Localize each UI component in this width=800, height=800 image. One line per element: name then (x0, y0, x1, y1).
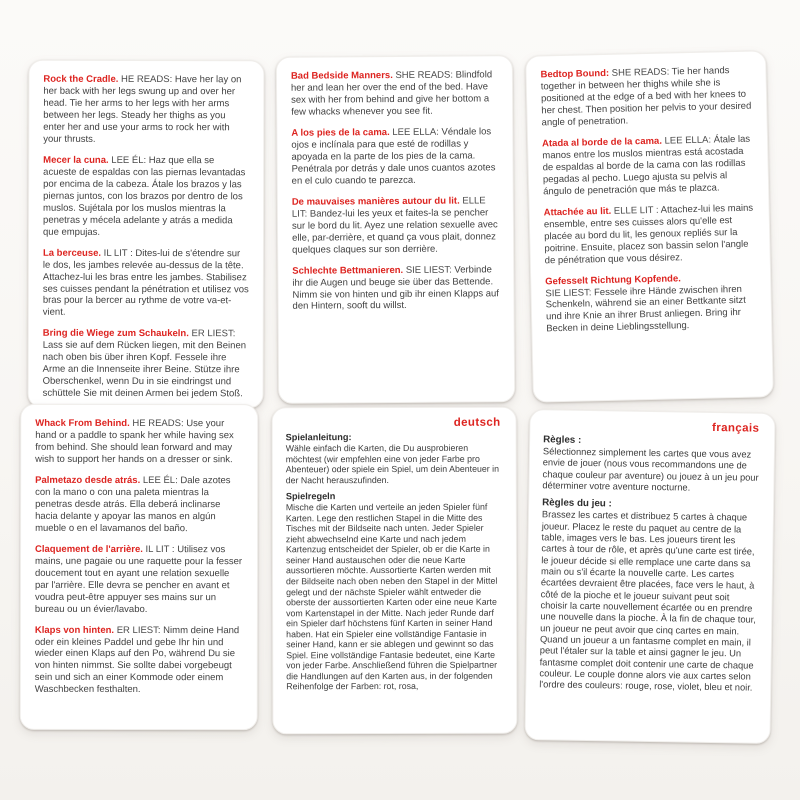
card-section (35, 624, 243, 696)
card-title: Mecer la cuna. (43, 154, 109, 166)
rules-heading: Règles : (543, 434, 582, 446)
card-title: A los pies de la cama. (291, 126, 390, 139)
card-section (292, 264, 499, 313)
reader-label: ELLE LIT: (291, 195, 486, 220)
card-section (291, 126, 498, 187)
card-text: Tie her hands together in between her thighs while she is positioned at the edge of a bed with her knees to her chest. Then position her pelvis to your desired angle of penetration. (540, 65, 752, 129)
card-section (545, 271, 757, 336)
card-section (540, 65, 752, 130)
card-text: Átale las manos entre los muslos mientras está acostada de espaldas al borde de la cama con las rodillas pegadas al pecho. Luego ajusta su pelvis al ángulo de penetración que más te plazca. (542, 133, 751, 198)
card-title: Bring die Wiege zum Schaukeln. (42, 328, 189, 340)
card-text: Fessele ihre Hände zwischen ihren Schenkeln, während sie an einer Bettkante sitzt und ihre Knie an ihrer Brust anliegen. Bring ihr Becken in deine Lieblingsstellung. (545, 283, 746, 335)
card-rules-german (272, 407, 518, 735)
card-title: Gefesselt Richtung Kopfende. (545, 272, 681, 287)
reader-label: IL LIT : (103, 247, 133, 259)
card-text: Verbinde ihr die Augen und beuge sie über das Bettende. Nimm sie von hinten und gib ihr einen Klapps auf den Hintern, sooft du willst. (292, 263, 499, 313)
card-title: Rock the Cradle. (43, 73, 119, 85)
card-title: Schlechte Bettmanieren. (292, 264, 404, 277)
reader-label: HE READS: (132, 417, 184, 430)
reader-label: ELLE LIT : (613, 204, 659, 217)
card-bedtop-bound (525, 50, 774, 402)
reader-label: LEE ELLA: (392, 126, 439, 138)
card-title: Palmetazo desde atrás. (35, 474, 141, 486)
card-section (43, 155, 249, 239)
card-title: Bad Bedside Manners. (290, 70, 393, 82)
reader-label: SIE LIEST: (545, 286, 592, 299)
card-title: Attachée au lit. (543, 205, 612, 219)
reader-label: LEE ÉL: (111, 154, 147, 166)
reader-label: SHE READS: (611, 66, 670, 79)
card-text: Véndale los ojos e inclínala para que esté de rodillas y apoyada en la parte de los pies de la cama. Penétrala por detrás y dale unos cuantos azotes en el culo cuando te parezca. (291, 126, 496, 187)
card-rock-the-cradle (28, 60, 265, 409)
card-section (35, 418, 243, 466)
card-title: Atada al borde de la cama. (541, 135, 663, 150)
card-text: Utilisez vos mains, une pagaie ou une raquette pour la fesser doucement tout en ayant une relation sexuelle par l'arrière. Elle devra se pencher en avant et voudra peut-être appuyer ses mains sur un bureau ou un évier/lavabo. (34, 543, 243, 615)
reader-label: SHE READS: (395, 69, 454, 81)
card-section (35, 544, 243, 616)
reader-label: SIE LIEST: (405, 264, 452, 276)
card-section (542, 133, 754, 198)
reader-label: LEE ÉL: (142, 474, 178, 486)
card-section (35, 475, 243, 535)
card-text: Nimm deine Hand oder ein kleines Paddel und gebe Ihr hin und wieder einen Klaps auf den Po, während Du sie von hinten nimmst. Sie sollte dabei vorgebeugt sein und sich an einer Kommode oder einem Waschbecken festhalten. (34, 624, 240, 696)
card-section (291, 69, 498, 118)
reader-label: HE READS: (120, 73, 173, 86)
card-rules-french (524, 409, 775, 744)
card-title: Bedtop Bound: (540, 67, 610, 81)
reader-label: LEE ELLA: (664, 134, 712, 147)
card-text: Blindfold her and lean her over the end of the bed. Have sex with her from behind and give her bottom a few whacks whenever you see fit. (290, 69, 493, 118)
reader-label: ER LIEST: (116, 624, 161, 636)
card-text: Dites-lui de s'étendre sur le dos, les jambes relevée au-dessus de la tête. Attachez-lui les bras entre les jambes. Stabilisez ses cuisses pendant la pénétration et utilisez vos bras pour la bercer au rythme de votre va-et-vient. (42, 247, 249, 319)
card-section (43, 74, 249, 146)
card-section (292, 195, 499, 256)
reader-label: IL LIT : (145, 543, 175, 555)
card-text: Bandez-lui les yeux et faites-la se pencher sur le bord du lit. Ayez une relation sexuelle avec elle, par-derrière, et quand ça vous plait, donnez quelques claques sur son derrière. (291, 207, 498, 256)
card-text: Haz que ella se acueste de espaldas con las piernas levantadas por encima de la cabeza. Átale los brazos y las piernas juntos, con los brazos por dentro de los muslos. Sujétala por los muslos mientras la penetras y mécela adelante y atrás a medida que empujas. (42, 154, 246, 238)
card-title: La berceuse. (42, 247, 102, 259)
card-title: Claquement de l'arrière. (35, 543, 143, 555)
card-text: Lass sie auf dem Rücken liegen, mit den Beinen nach oben bis über ihren Kopf. Fessele ihre Arme an die Innenseite ihrer Beine. Stütze ihre Oberschenkel, wenn Du in sie eindringst und schüttele Sie mit deinen Armen bei jedem Stoß. (42, 340, 247, 400)
card-section (544, 202, 756, 267)
card-section (43, 247, 249, 319)
rules-heading: Spielanleitung: (285, 432, 352, 443)
card-text: Have her lay on her back with her legs swung up and over her head. Tie her arms to her legs with her arms between her legs. Steady her thighs as you enter her and use your arms to rock her with your thrusts. (43, 74, 242, 145)
rules-heading: Règles du jeu : (542, 497, 612, 510)
card-text: Dale azotes con la mano o con una paleta mientras la penetras desde atrás. Ella deberá inclinarse hacia delante y apoyar las manos en algún mueble o en el lavamanos del baño. (35, 474, 231, 534)
card-whack-from-behind (20, 404, 259, 730)
language-label-german: deutsch (453, 416, 501, 429)
rules-text: Mische die Karten und verteile an jeden Spieler fünf Karten. Lege den restlichen Stapel in die Mitte des Tisches mit der Bildseite nach unten. Jeder Spieler zieht abwechselnd eine Karte und nach jedem Kartenzug entscheidet der Spieler, ob er die Karte in seiner Hand austauschen oder die neue Karte aussortieren möchte. Aussortierte Karten werden mit der Bildseite nach oben neben den Stapel in der Mittel gelegt und der nächste Spieler wählt entweder die oberste der aussortierten Karten oder eine neue Karte vom Kartenstapel in der Mitte. Nach jeder Runde darf ein Spieler darf höchstens fünf Karten in seiner Hand haben. Hat ein Spieler eine vollständige Fantasie in seiner Hand, kann er sie ablegen und gewinnt so das Spiel. Eine vollständige Fantasie bedeutet, eine Karte von jeder Farbe. Anschließend führen die Spielpartner die Handlungen auf den Karten aus, in der folgenden Reihenfolge der Farben: rot, rosa, (285, 501, 498, 692)
rules-heading: Spielregeln (285, 491, 336, 502)
rules-text: Sélectionnez simplement les cartes que vous avez envie de jouer (nous vous recommandons une de chaque couleur par aventure) ou jouez à un jeu pour déterminer votre aventure nocturne. (542, 446, 759, 493)
card-title: Klaps von hinten. (34, 624, 115, 636)
card-title: De mauvaises manières autour du lit. (291, 195, 460, 208)
card-text: Use your hand or a paddle to spank her while having sex from behind. She should lean forward and may wish to support her hands on a dresser or sink. (35, 418, 234, 466)
rules-text: Wähle einfach die Karten, die Du ausprobieren möchtest (wir empfehlen eine von jeder Farbe pro Abenteuer) oder spiele ein Spiel, um dein Abenteuer in der Nacht herauszufinden. (285, 442, 499, 485)
reader-label: ER LIEST: (191, 328, 236, 340)
language-label-french: français (711, 421, 760, 435)
card-bad-bedside-manners (276, 55, 515, 404)
card-section (43, 328, 249, 400)
rules-text: Brassez les cartes et distribuez 5 cartes à chaque joueur. Placez le reste du paquet au centre de la table, images vers le bas. Les joueurs tirent les cartes à tour de rôle, et après qu'une carte est tirée, le joueur décide si elle remplace une carte dans sa main ou s'il écarte la nouvelle carte. Les cartes écartées devraient être placées, face vers le haut, à côté de la pioche et le joueur suivant peut soit choisir la carte nouvellement écartée ou en prendre une nouvelle dans la pioche. À la fin de chaque tour, un joueur ne peut avoir que cinq cartes en main. Quand un joueur a un fantasme complet en main, il peut l'étaler sur la table et ainsi gagner le jeu. Un fantasme complet doit contenir une carte de chaque couleur. Le couple donne alors vie aux cartes selon l'ordre des couleurs: rouge, rose, violet, bleu et noir. (539, 509, 756, 693)
card-text: Attachez-lui les mains ensemble, entre ses cuisses alors qu'elle est placée au bord du lit, les genoux repliés sur la poitrine. Ensuite, placez son bassin selon l'angle de pénétration que vous désirez. (543, 202, 754, 266)
card-title: Whack From Behind. (35, 417, 130, 429)
